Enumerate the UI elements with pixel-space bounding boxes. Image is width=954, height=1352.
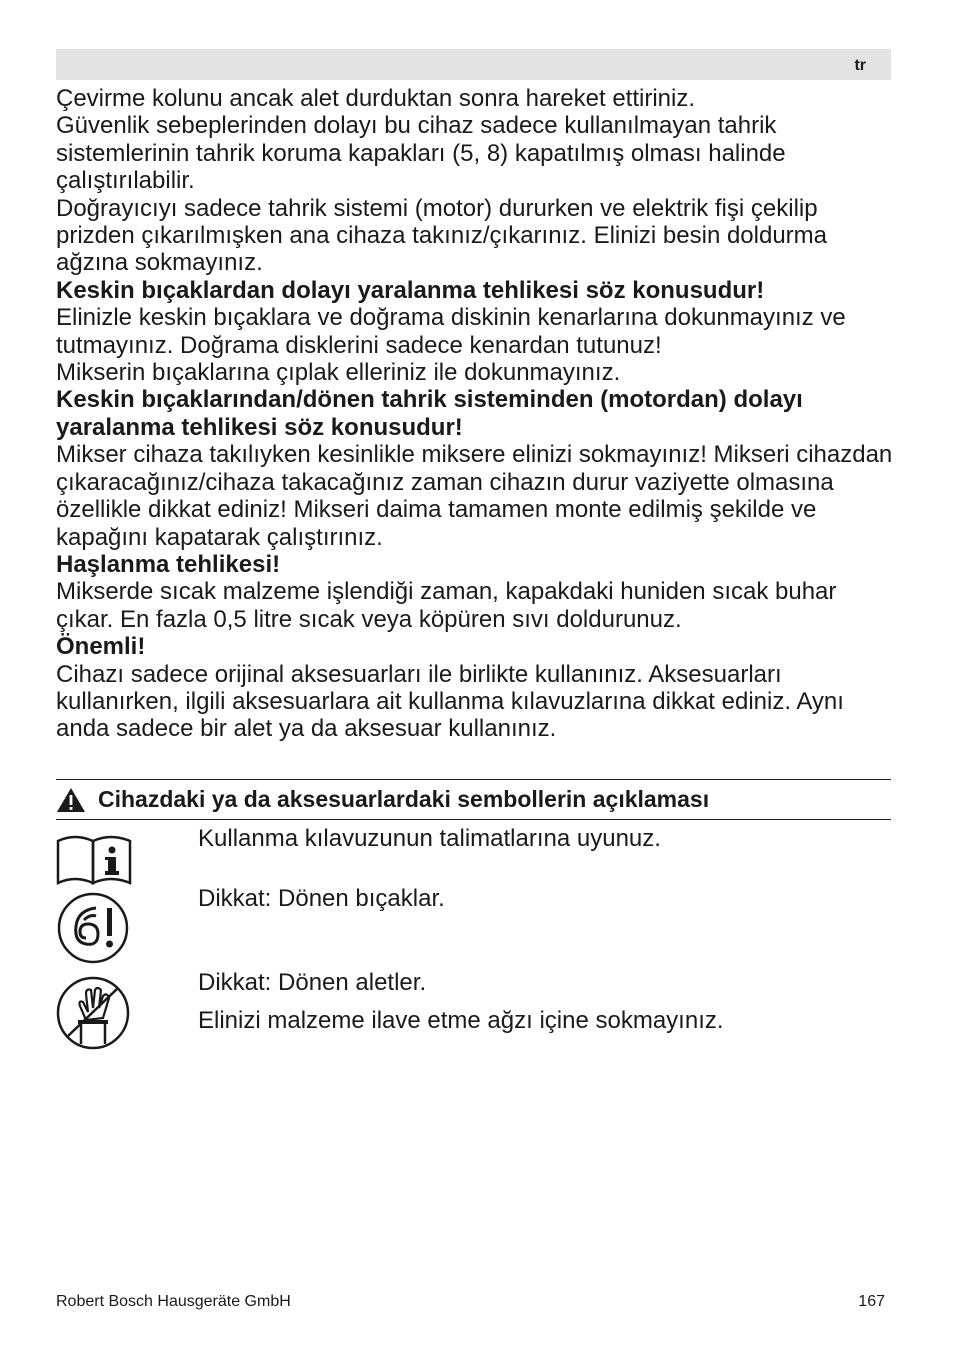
- symbols-heading-text: Cihazdaki ya da aksesuarlardaki sembollerin açıklaması: [98, 786, 710, 812]
- paragraph: Mikserde sıcak malzeme işlendiği zaman, kapakdaki huniden sıcak buhar çıkar. En fazla 0,5 litre sıcak veya köpüren sıvı doldurunuz.: [56, 578, 837, 633]
- warning-heading: Keskin bıçaklarından/dönen tahrik sisteminden (motordan) dolayı yaralanma tehlikesi söz konusudur!: [56, 386, 803, 441]
- safety-instructions-text: [56, 85, 896, 743]
- symbols-section-heading: [56, 786, 709, 813]
- warning-heading: Önemli!: [56, 633, 146, 661]
- footer-company: Robert Bosch Hausgeräte GmbH: [56, 1293, 291, 1310]
- page-number: 167: [858, 1293, 885, 1310]
- language-header-bar: [56, 49, 891, 80]
- symbol-description: Kullanma kılavuzunun talimatlarına uyunuz.: [198, 825, 661, 852]
- section-divider: [56, 779, 891, 780]
- warning-heading: Haşlanma tehlikesi!: [56, 550, 281, 578]
- symbol-description: Elinizi malzeme ilave etme ağzı içine sokmayınız.: [198, 1007, 724, 1034]
- warning-triangle-icon: [56, 787, 86, 813]
- language-code: tr: [854, 57, 866, 74]
- paragraph: Cihazı sadece orijinal aksesuarları ile birlikte kullanınız. Aksesuarları kullanırken, ilgili aksesuarlara ait kullanma kılavuzlarına dikkat ediniz. Aynı anda sadece bir alet ya da aksesuar kullanınız.: [56, 660, 844, 743]
- paragraph: Elinizle keskin bıçaklara ve doğrama diskinin kenarlarına dokunmayınız ve tutmayınız. Doğrama disklerini sadece kenardan tutunuz!: [56, 304, 846, 359]
- warning-heading: Keskin bıçaklardan dolayı yaralanma tehlikesi söz konusudur!: [56, 276, 765, 304]
- rotating-blades-warning-icon: [56, 892, 132, 964]
- symbol-description: Dikkat: Dönen aletler.: [198, 969, 427, 996]
- paragraph: Güvenlik sebeplerinden dolayı bu cihaz sadece kullanılmayan tahrik sistemlerinin tahrik koruma kapakları (5, 8) kapatılmış olması halinde çalıştırılabilir.: [56, 112, 786, 195]
- no-hand-in-feed-tube-icon: [56, 976, 132, 1050]
- paragraph: Çevirme kolunu ancak alet durduktan sonra hareket ettiriniz.: [56, 85, 695, 112]
- paragraph: Mikser cihaza takılıyken kesinlikle miksere elinizi sokmayınız! Mikseri cihazdan çıkaracağınız/cihaza takacağınız zaman cihazın durur vaziyette olmasına özellikle dikkat ediniz! Mikseri daima tamamen monte edilmiş şekilde ve kapağını kapatarak çalıştırınız.: [56, 441, 893, 551]
- symbol-description: Dikkat: Dönen bıçaklar.: [198, 885, 445, 912]
- manual-info-icon: [56, 831, 132, 885]
- paragraph: Mikserin bıçaklarına çıplak elleriniz ile dokunmayınız.: [56, 359, 621, 387]
- paragraph: Doğrayıcıyı sadece tahrik sistemi (motor) dururken ve elektrik fişi çekilip prizden çıkarılmışken ana cihaza takınız/çıkarınız. Elinizi besin doldurma ağzına sokmayınız.: [56, 194, 828, 277]
